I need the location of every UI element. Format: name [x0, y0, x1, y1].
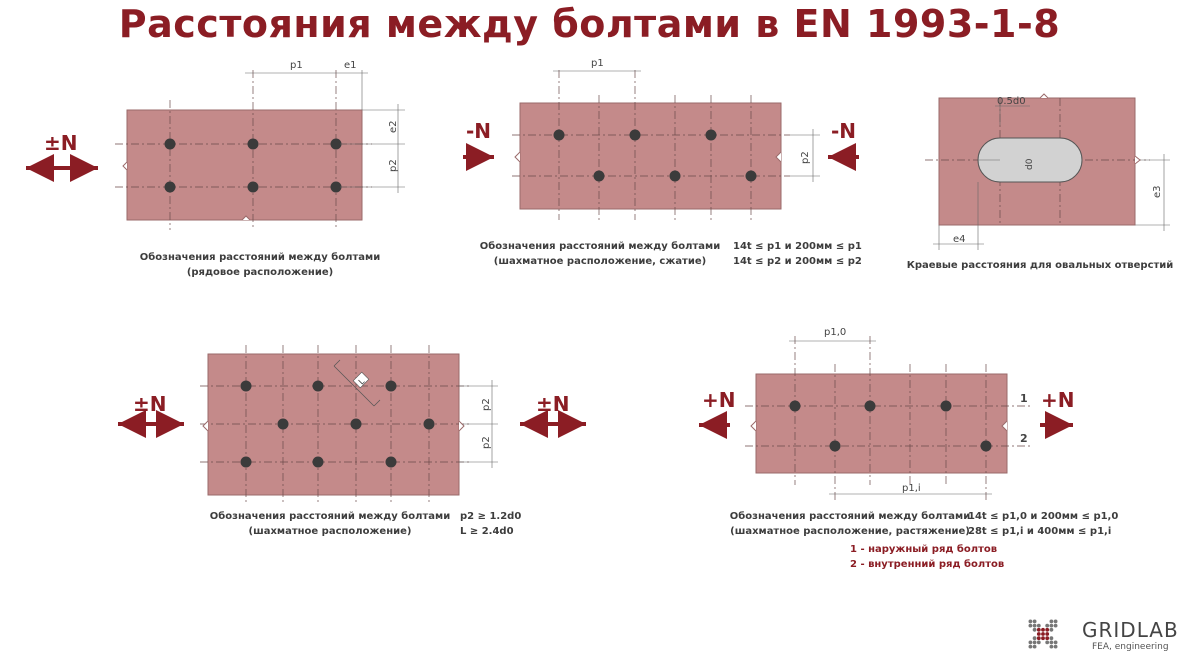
label-e3: e3	[1152, 185, 1163, 198]
page-title: Расстояния между болтами в EN 1993-1-8	[118, 2, 1061, 46]
label-p1i: p1,i	[902, 483, 921, 494]
rule-5-1: 14t ≤ p1,0 и 200мм ≤ p1,0	[968, 511, 1119, 522]
rule-4-1: p2 ≥ 1.2d0	[460, 511, 522, 522]
label-p10: p1,0	[824, 327, 847, 338]
label-p2: p2	[388, 159, 399, 172]
force-label-4-right: ±N	[536, 392, 570, 416]
plate-5	[756, 374, 1007, 473]
caption-4-line-1: Обозначения расстояний между болтами	[209, 511, 451, 522]
label-e2: e2	[388, 120, 399, 133]
caption-2-line-2: (шахматное расположение, сжатие)	[493, 256, 707, 267]
plate-1	[127, 110, 362, 220]
label-p2-2: p2	[800, 151, 811, 164]
force-label-2-left: -N	[466, 119, 492, 143]
caption-2	[470, 239, 730, 269]
caption-4-line-2: (шахматное расположение)	[248, 526, 412, 537]
label-p2-4b: p2	[481, 436, 492, 449]
rules-5	[968, 509, 1118, 539]
rules-4	[460, 509, 521, 539]
rule-4-2: L ≥ 2.4d0	[460, 526, 514, 537]
diagram-5-staggered-tension	[699, 327, 1075, 500]
caption-5-line-1: Обозначения расстояний между болтами	[729, 511, 971, 522]
diagram-2-staggered-compression	[463, 58, 859, 220]
label-e4: e4	[953, 234, 966, 245]
label-p1: p1	[290, 60, 303, 71]
label-half-d0: 0.5d0	[997, 96, 1026, 107]
caption-1	[120, 250, 400, 280]
label-p1-2: p1	[591, 58, 604, 69]
force-label-1: ±N	[44, 131, 78, 155]
logo-tagline: FEA, engineering	[1092, 642, 1169, 652]
caption-3	[900, 258, 1180, 273]
rule-2-2: 14t ≤ p2 и 200мм ≤ p2	[733, 256, 862, 267]
diagram-1-row-layout	[26, 60, 405, 230]
legend-5	[850, 542, 1004, 572]
gridlab-logo-icon	[1029, 620, 1058, 649]
rules-2	[733, 239, 862, 269]
label-e1: e1	[344, 60, 357, 71]
row-label-2: 2	[1020, 432, 1028, 445]
rule-2-1: 14t ≤ p1 и 200мм ≤ p1	[733, 241, 862, 252]
diagram-3-slotted-hole	[925, 94, 1170, 250]
row-label-1: 1	[1020, 392, 1028, 405]
caption-5	[720, 509, 980, 539]
legend-5-2: 2 - внутренний ряд болтов	[850, 559, 1005, 570]
logo-name: GRIDLAB	[1082, 618, 1179, 642]
caption-5-line-2: (шахматное расположение, растяжение)	[730, 526, 970, 537]
force-label-2-right: -N	[831, 119, 857, 143]
caption-3-line-1: Краевые расстояния для овальных отверстий	[906, 260, 1174, 271]
caption-1-line-1: Обозначения расстояний между болтами	[139, 252, 381, 263]
label-p2-4a: p2	[481, 398, 492, 411]
force-label-4-left: ±N	[133, 392, 167, 416]
rule-5-2: 28t ≤ p1,i и 400мм ≤ p1,i	[968, 526, 1112, 537]
caption-4	[205, 509, 455, 539]
caption-2-line-1: Обозначения расстояний между болтами	[479, 241, 721, 252]
force-label-5-right: +N	[1041, 388, 1075, 412]
force-label-5-left: +N	[702, 388, 736, 412]
legend-5-1: 1 - наружный ряд болтов	[850, 544, 998, 555]
diagram-4-staggered	[118, 345, 586, 505]
label-d0: d0	[1025, 158, 1035, 170]
caption-1-line-2: (рядовое расположение)	[186, 267, 334, 278]
label-L: L	[356, 376, 367, 387]
